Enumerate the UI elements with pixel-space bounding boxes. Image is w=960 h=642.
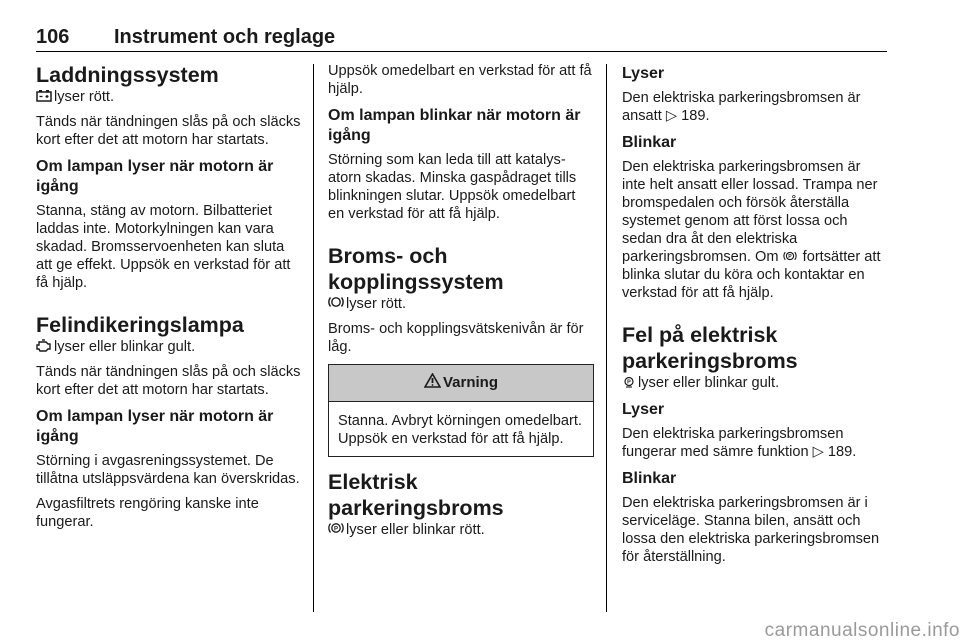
warning-box bbox=[328, 364, 594, 457]
section-heading-malfunction: Felindikeringslampa bbox=[36, 313, 244, 337]
page-ref-arrow-icon: ▷ bbox=[665, 108, 682, 124]
parking-brake-icon bbox=[328, 521, 344, 539]
malfunction-status: lyser eller blinkar gult. bbox=[36, 338, 304, 356]
subheading-blinks-2: Blinkar bbox=[622, 470, 677, 487]
charging-status: lyser rött. bbox=[36, 88, 304, 106]
lit-description: Den elektriska parkeringsbromsen är ansatt ▷ 189. bbox=[622, 90, 861, 124]
column-1 bbox=[36, 62, 304, 538]
epb-status: P lyser eller blinkar rött. bbox=[328, 521, 594, 539]
subheading-lit-2: Lyser bbox=[622, 401, 665, 418]
lit-2-description: Den elektriska parkeringsbromsen fungerar med sämre funktion ▷ 189. bbox=[622, 426, 857, 460]
warning-header bbox=[329, 365, 593, 402]
header-divider bbox=[36, 51, 887, 52]
brake-description: Broms- och kopplingsvätskenivån är för låg. bbox=[328, 321, 584, 355]
svg-text:P: P bbox=[333, 526, 339, 533]
engine-icon bbox=[36, 338, 52, 356]
page-number: 106 bbox=[36, 26, 70, 48]
malfunction-description: Tänds när tändningen slås på och släcks kort efter det att motorn har startats. bbox=[36, 364, 301, 398]
svg-text:P: P bbox=[787, 253, 792, 260]
section-heading-brake-clutch: Broms- och kopplingssystem bbox=[328, 244, 504, 294]
page-header bbox=[36, 26, 887, 50]
lit-running-text-2: Störning i avgasreningssystemet. De tillåtna utsläppsvärdena kan överskridas. bbox=[36, 453, 300, 487]
chapter-title: Instrument och reglage bbox=[114, 26, 336, 48]
blinks-2-description: Den elektriska parkeringsbromsen är i serviceläge. Stanna bilen, ansätt och lossa den elektriska parkeringsbromsen för återställning. bbox=[622, 495, 880, 565]
brake-circle-icon bbox=[328, 295, 344, 313]
section-heading-epb-fault: Fel på elektrisk parkeringsbroms bbox=[622, 323, 798, 373]
blinks-description: Den elektriska parkeringsbromsen är inte helt ansatt eller lossad. Trampa ner bromspedalen och försök återställa systemet genom att först lossa och sedan dra åt den elektriska parkeringsbromsen. Om P fortsätter att blinka slutar du köra och kontaktar en verkstad för att få hjälp. bbox=[622, 159, 881, 301]
page-ref-arrow-icon-2: ▷ bbox=[812, 444, 828, 460]
svg-text:P: P bbox=[627, 379, 631, 386]
column-divider-2 bbox=[606, 64, 607, 612]
filter-note: Avgasfiltrets rengöring kanske inte fungerar. bbox=[36, 496, 259, 530]
column-2 bbox=[328, 62, 594, 546]
column-divider-1 bbox=[313, 64, 314, 612]
page-ref: 189. bbox=[681, 108, 710, 124]
charging-description: Tänds när tändningen slås på och släcks kort efter det att motorn har startats. bbox=[36, 114, 301, 148]
blinks-running-text: Störning som kan leda till att katalysatorn skadas. Minska gaspådraget tills blinkningen slutar. Uppsök omedelbart en verkstad för att få hjälp. bbox=[328, 152, 577, 222]
warning-text: Stanna. Avbryt körningen omedelbart. Uppsök en verkstad för att få hjälp. bbox=[338, 413, 582, 447]
warning-title: Varning bbox=[442, 374, 498, 391]
subheading-lit-running-1: Om lampan lyser när motorn är igång bbox=[36, 158, 274, 195]
column-3 bbox=[622, 62, 888, 573]
subheading-blinks: Blinkar bbox=[622, 134, 677, 151]
page-ref-2: 189. bbox=[827, 444, 857, 460]
fault-status: P lyser eller blinkar gult. bbox=[622, 374, 888, 392]
subheading-blinks-running: Om lampan blinkar när motorn är igång bbox=[328, 107, 581, 144]
brake-status: lyser rött. bbox=[328, 295, 594, 313]
parking-brake-fault-icon bbox=[622, 374, 636, 392]
subheading-lit-running-2: Om lampan lyser när motorn är igång bbox=[36, 408, 274, 445]
battery-icon bbox=[36, 88, 52, 106]
section-heading-charging: Laddningssystem bbox=[36, 63, 219, 87]
parking-brake-inline-icon bbox=[783, 248, 797, 266]
warning-triangle-icon bbox=[424, 365, 441, 401]
subheading-lit: Lyser bbox=[622, 65, 665, 82]
continued-text: Uppsök omedelbart en verkstad för att få hjälp. bbox=[328, 63, 592, 97]
section-heading-epb: Elektrisk parkeringsbroms bbox=[328, 470, 504, 520]
watermark-logo: carmanualsonline.info bbox=[764, 620, 960, 641]
lit-running-text-1: Stanna, stäng av motorn. Bilbatteriet laddas inte. Motorkylningen kan vara skadad. Bromsservoenheten kan sluta att ge effekt. Uppsök en verkstad för att få hjälp. bbox=[36, 203, 291, 291]
